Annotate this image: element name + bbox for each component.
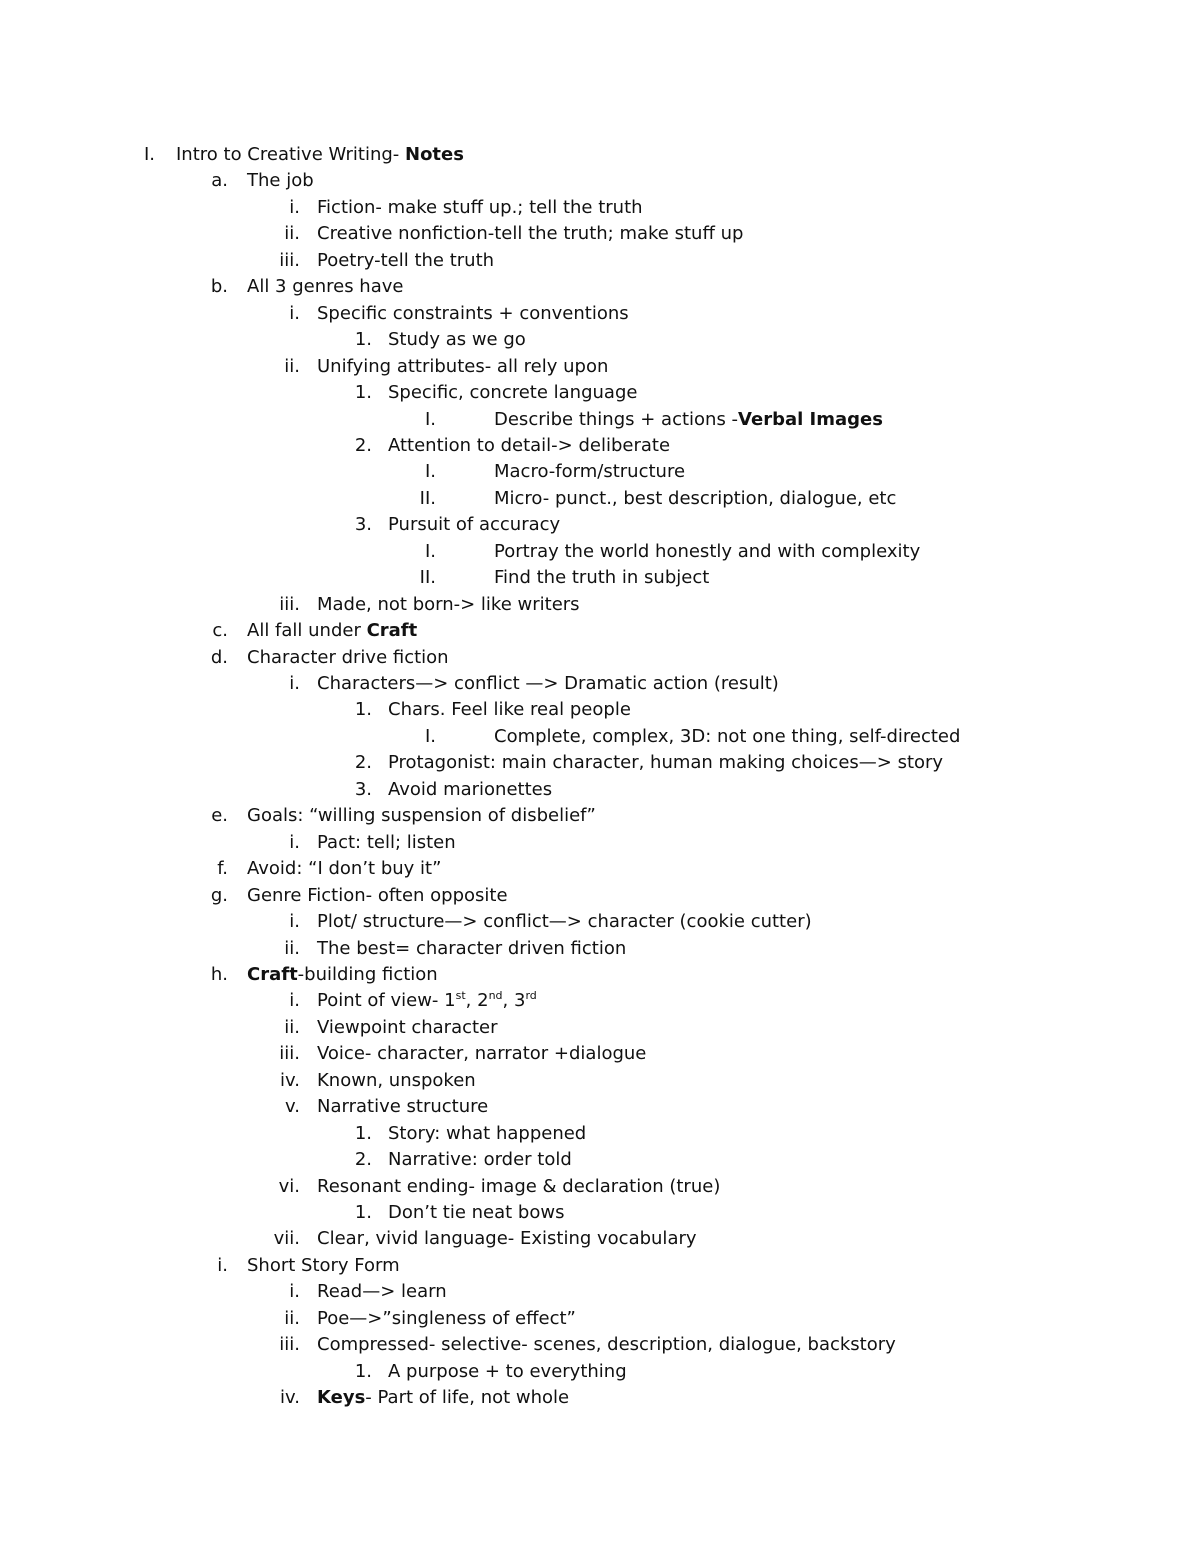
outline-line (0, 354, 1200, 380)
outline-text: The best= character driven fiction (317, 937, 627, 959)
outline-text: Character drive fiction (247, 646, 449, 668)
outline-text: Voice- character, narrator +dialogue (317, 1043, 647, 1065)
outline-text: Poe—>”singleness of effect” (317, 1307, 576, 1329)
outline-text: All fall under Craft (247, 620, 418, 642)
outline-line (0, 1359, 1200, 1385)
outline-marker: 1. (354, 329, 372, 351)
outline-marker: ii. (284, 1307, 300, 1329)
outline-line (0, 936, 1200, 962)
outline-line (0, 1279, 1200, 1305)
outline-text: Portray the world honestly and with complexity (494, 540, 921, 562)
outline-text: Attention to detail-> deliberate (388, 434, 671, 456)
outline-line (0, 459, 1200, 485)
outline-text: Plot/ structure—> conflict—> character (cookie cutter) (317, 911, 812, 933)
outline-line (0, 512, 1200, 538)
outline-line (0, 697, 1200, 723)
outline-text: The job (247, 170, 314, 192)
outline-line (0, 486, 1200, 512)
outline-marker: ii. (284, 1016, 300, 1038)
outline-line (0, 1385, 1200, 1411)
outline-line (0, 274, 1200, 300)
outline-marker: g. (210, 884, 228, 906)
outline-marker: I. (143, 144, 155, 165)
outline-text: Protagonist: main character, human making choices—> story (388, 752, 944, 774)
outline-line (0, 750, 1200, 776)
outline-marker: 3. (354, 778, 372, 800)
outline-line (0, 168, 1200, 194)
outline-text: Poetry-tell the truth (317, 249, 495, 271)
outline-marker: 2. (354, 1149, 372, 1171)
outline-line (0, 1332, 1200, 1358)
outline-text: Avoid: “I don’t buy it” (247, 858, 442, 880)
outline-marker: ii. (284, 223, 300, 245)
outline-marker: e. (211, 805, 228, 827)
outline-text: Complete, complex, 3D: not one thing, self-directed (494, 725, 961, 747)
outline-marker: i. (289, 1281, 300, 1303)
outline-marker: iii. (279, 1043, 300, 1065)
outline-line (0, 1253, 1200, 1279)
outline-line (0, 380, 1200, 406)
outline-line (0, 221, 1200, 247)
outline-line (0, 1094, 1200, 1120)
outline-text: Keys- Part of life, not whole (317, 1387, 570, 1409)
outline-text: Story: what happened (388, 1122, 587, 1144)
outline-line (0, 856, 1200, 882)
outline-marker: vi. (278, 1175, 300, 1197)
outline-text: Narrative structure (317, 1096, 489, 1118)
outline-text: Craft-building fiction (247, 963, 438, 985)
outline-marker: iv. (280, 1387, 300, 1409)
outline-line (0, 1015, 1200, 1041)
outline-marker: II. (419, 567, 436, 589)
outline-line (0, 1306, 1200, 1332)
outline-line (0, 539, 1200, 565)
outline-text: Study as we go (388, 329, 526, 351)
outline-line (0, 1147, 1200, 1173)
outline-marker: a. (211, 170, 228, 192)
outline-line (0, 618, 1200, 644)
outline-line (0, 592, 1200, 618)
outline-text: Characters—> conflict —> Dramatic action (result) (317, 673, 779, 694)
outline-text: Specific, concrete language (388, 382, 638, 404)
outline-marker: f. (217, 858, 228, 880)
outline-marker: i. (217, 1254, 228, 1276)
outline-text: Pursuit of accuracy (388, 514, 561, 536)
outline-marker: i. (289, 831, 300, 853)
outline-marker: h. (210, 963, 228, 985)
outline-marker: vii. (273, 1228, 300, 1250)
outline-marker: iii. (279, 593, 300, 615)
outline-line (0, 883, 1200, 909)
outline-text: Compressed- selective- scenes, description, dialogue, backstory (317, 1334, 896, 1356)
outline-line (0, 1174, 1200, 1200)
outline-marker: b. (210, 276, 228, 298)
outline-line (0, 777, 1200, 803)
outline-text: Viewpoint character (317, 1016, 498, 1038)
outline-line (0, 988, 1200, 1014)
outline-line (0, 830, 1200, 856)
outline-line (0, 327, 1200, 353)
outline-text: Micro- punct., best description, dialogue, etc (494, 487, 897, 509)
outline-marker: i. (289, 302, 300, 324)
outline-text: Known, unspoken (317, 1069, 476, 1091)
outline-marker: I. (424, 725, 436, 747)
outline-line (0, 433, 1200, 459)
outline-marker: d. (210, 646, 228, 668)
outline-marker: i. (289, 673, 300, 694)
outline-line (0, 407, 1200, 433)
outline-line (0, 301, 1200, 327)
outline-text: Specific constraints + conventions (317, 302, 629, 324)
outline-line (0, 195, 1200, 221)
outline-marker: 1. (354, 699, 372, 721)
outline-marker: 1. (354, 382, 372, 404)
outline-line (0, 645, 1200, 671)
outline-marker: I. (424, 540, 436, 562)
outline-line (0, 1200, 1200, 1226)
outline-text: Short Story Form (247, 1254, 400, 1276)
outline-text: Avoid marionettes (388, 778, 553, 800)
outline-marker: II. (419, 487, 436, 509)
outline-text: Macro-form/structure (494, 461, 686, 483)
outline-marker: i. (289, 911, 300, 933)
outline-text: Point of view- 1st, 2nd, 3rd (317, 989, 537, 1012)
outline-marker: i. (289, 990, 300, 1012)
outline-line (0, 724, 1200, 750)
outline-text: Narrative: order told (388, 1149, 572, 1171)
outline-marker: 1. (354, 1122, 372, 1144)
outline-text: Describe things + actions -Verbal Images (494, 408, 883, 430)
outline-text: All 3 genres have (247, 276, 404, 298)
outline-line (0, 1068, 1200, 1094)
outline-text: A purpose + to everything (388, 1360, 627, 1382)
outline-marker: I. (424, 461, 436, 483)
outline-marker: i. (289, 196, 300, 218)
outline-marker: 1. (354, 1360, 372, 1382)
outline-marker: c. (212, 620, 228, 642)
outline-marker: 2. (354, 752, 372, 774)
outline-text: Unifying attributes- all rely upon (317, 355, 609, 377)
outline-line (0, 803, 1200, 829)
outline-text: Pact: tell; listen (317, 831, 456, 853)
outline-marker: ii. (284, 355, 300, 377)
outline-text: Goals: “willing suspension of disbelief” (247, 805, 596, 827)
outline-text: Chars. Feel like real people (388, 699, 631, 721)
outline-line (0, 1041, 1200, 1067)
outline-marker: iii. (279, 1334, 300, 1356)
outline-marker: 2. (354, 434, 372, 456)
outline-line (0, 1121, 1200, 1147)
outline-text: Don’t tie neat bows (388, 1202, 565, 1223)
outline-text: Find the truth in subject (494, 567, 710, 589)
outline-line (0, 909, 1200, 935)
outline-text: Made, not born-> like writers (317, 593, 580, 615)
outline-marker: iv. (280, 1069, 300, 1091)
outline-marker: 3. (354, 514, 372, 536)
outline-text: Genre Fiction- often opposite (247, 884, 508, 906)
outline-marker: iii. (279, 249, 300, 271)
outline-line (0, 142, 1200, 168)
outline-marker: I. (424, 408, 436, 430)
outline-line (0, 248, 1200, 274)
outline-text: Fiction- make stuff up.; tell the truth (317, 196, 643, 218)
outline-marker: v. (285, 1096, 300, 1118)
outline-line (0, 671, 1200, 697)
outline-text: Creative nonfiction-tell the truth; make stuff up (317, 223, 744, 245)
outline-line (0, 565, 1200, 591)
outline-text: Intro to Creative Writing- Notes (176, 144, 464, 165)
outline-marker: ii. (284, 937, 300, 959)
outline-marker: 1. (354, 1202, 372, 1223)
outline-text: Clear, vivid language- Existing vocabulary (317, 1228, 697, 1250)
outline-text: Read—> learn (317, 1281, 447, 1303)
outline-text: Resonant ending- image & declaration (true) (317, 1175, 721, 1197)
outline-line (0, 1226, 1200, 1252)
outline-line (0, 962, 1200, 988)
